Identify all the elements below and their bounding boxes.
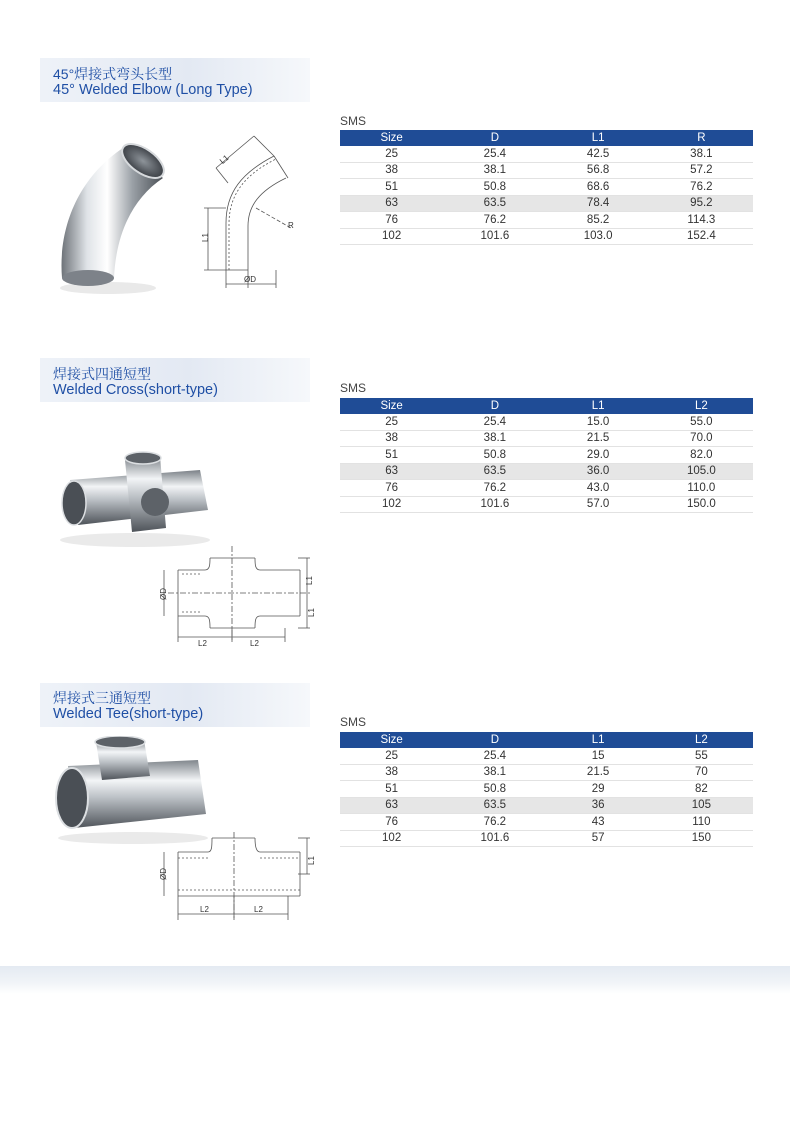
col-header-l2: L2 (650, 732, 753, 748)
tee-label-l1: L1 (307, 856, 316, 865)
cell: 78.4 (547, 195, 650, 212)
cell: 76.2 (650, 179, 753, 196)
cell: 63.5 (443, 797, 546, 814)
cell: 102 (340, 830, 443, 847)
tee-photo (48, 736, 218, 846)
cell: 51 (340, 447, 443, 464)
cell: 103.0 (547, 228, 650, 245)
cell: 29.0 (547, 447, 650, 464)
elbow-label-l1-side: L1 (201, 233, 210, 242)
cell: 25 (340, 748, 443, 764)
elbow-drawing (196, 128, 316, 290)
footer-band (0, 966, 790, 994)
tee-drawing (150, 832, 320, 922)
cell: 101.6 (443, 228, 546, 245)
cell: 25 (340, 414, 443, 430)
col-header-l1: L1 (547, 398, 650, 414)
spec-table-cross (340, 398, 753, 513)
section-title-en-tee: Welded Tee(short-type) (53, 706, 204, 722)
cell: 114.3 (650, 212, 753, 229)
cell: 57.2 (650, 162, 753, 179)
col-header-l1: L1 (547, 732, 650, 748)
cell: 25.4 (443, 414, 546, 430)
col-header-size: Size (340, 130, 443, 146)
cell: 42.5 (547, 146, 650, 162)
cell: 15 (547, 748, 650, 764)
table-row (340, 228, 753, 245)
cell: 51 (340, 179, 443, 196)
cell: 101.6 (443, 830, 546, 847)
col-header-l2: L2 (650, 398, 753, 414)
tee-label-l2-right: L2 (254, 905, 263, 914)
cell: 68.6 (547, 179, 650, 196)
table-row (340, 212, 753, 229)
cell: 82 (650, 781, 753, 798)
elbow-label-od: ØD (244, 275, 256, 284)
cell: 36.0 (547, 463, 650, 480)
cell: 43 (547, 814, 650, 831)
cell: 25.4 (443, 146, 546, 162)
elbow-label-l1-top: L1 (217, 153, 231, 166)
table-row (340, 146, 753, 162)
cell: 21.5 (547, 430, 650, 447)
cell: 63 (340, 195, 443, 212)
table-row (340, 195, 753, 212)
table-row (340, 797, 753, 814)
cell: 105 (650, 797, 753, 814)
section-title-en-cross: Welded Cross(short-type) (53, 382, 218, 398)
cell: 38 (340, 764, 443, 781)
cell: 76 (340, 480, 443, 497)
spec-table-elbow (340, 130, 753, 245)
section-title-en-elbow: 45° Welded Elbow (Long Type) (53, 82, 253, 98)
elbow-label-r: R (288, 221, 294, 230)
cell: 50.8 (443, 781, 546, 798)
cross-label-l2-right: L2 (250, 639, 259, 648)
table-row (340, 179, 753, 196)
col-header-d: D (443, 398, 546, 414)
col-header-size: Size (340, 732, 443, 748)
cell: 38.1 (443, 764, 546, 781)
cell: 63 (340, 463, 443, 480)
cell: 110 (650, 814, 753, 831)
cell: 82.0 (650, 447, 753, 464)
cell: 38.1 (443, 162, 546, 179)
cross-label-l1-top: L1 (305, 576, 314, 585)
col-header-size: Size (340, 398, 443, 414)
spec-table-tee (340, 732, 753, 847)
cell: 85.2 (547, 212, 650, 229)
section-title-cn-tee: 焊接式三通短型 (53, 690, 151, 706)
table-row (340, 447, 753, 464)
cell: 63 (340, 797, 443, 814)
table-row (340, 764, 753, 781)
table-row (340, 480, 753, 497)
cell: 150 (650, 830, 753, 847)
tee-label-od: ØD (159, 868, 168, 880)
col-header-r: R (650, 130, 753, 146)
table-row (340, 748, 753, 764)
section-title-cn-cross: 焊接式四通短型 (53, 366, 151, 382)
cell: 38.1 (650, 146, 753, 162)
cell: 70 (650, 764, 753, 781)
cell: 51 (340, 781, 443, 798)
table-row (340, 463, 753, 480)
cell: 43.0 (547, 480, 650, 497)
cell: 38 (340, 162, 443, 179)
cross-drawing (150, 542, 320, 648)
table-header-row (340, 398, 753, 414)
cell: 152.4 (650, 228, 753, 245)
cell: 110.0 (650, 480, 753, 497)
cell: 25 (340, 146, 443, 162)
table-row (340, 414, 753, 430)
elbow-photo (48, 128, 178, 298)
cell: 57.0 (547, 496, 650, 513)
table-row (340, 430, 753, 447)
cross-label-od: ØD (159, 588, 168, 600)
cell: 50.8 (443, 179, 546, 196)
cell: 102 (340, 228, 443, 245)
table-row (340, 162, 753, 179)
table-standard-label-elbow: SMS (340, 114, 367, 128)
cell: 76.2 (443, 480, 546, 497)
cell: 76.2 (443, 212, 546, 229)
cell: 36 (547, 797, 650, 814)
cell: 70.0 (650, 430, 753, 447)
cell: 102 (340, 496, 443, 513)
cell: 29 (547, 781, 650, 798)
col-header-d: D (443, 732, 546, 748)
cell: 21.5 (547, 764, 650, 781)
cell: 150.0 (650, 496, 753, 513)
table-header-row (340, 732, 753, 748)
cell: 63.5 (443, 195, 546, 212)
table-row (340, 781, 753, 798)
col-header-l1: L1 (547, 130, 650, 146)
tee-label-l2-left: L2 (200, 905, 209, 914)
cell: 56.8 (547, 162, 650, 179)
cell: 38.1 (443, 430, 546, 447)
table-row (340, 814, 753, 831)
table-header-row (340, 130, 753, 146)
cell: 50.8 (443, 447, 546, 464)
cell: 55 (650, 748, 753, 764)
cell: 57 (547, 830, 650, 847)
table-standard-label-tee: SMS (340, 715, 367, 729)
cell: 76.2 (443, 814, 546, 831)
cross-label-l1-bottom: L1 (307, 608, 316, 617)
cross-label-l2-left: L2 (198, 639, 207, 648)
cell: 95.2 (650, 195, 753, 212)
cell: 55.0 (650, 414, 753, 430)
section-title-cn-elbow: 45°焊接式弯头长型 (53, 66, 173, 82)
table-row (340, 830, 753, 847)
cell: 105.0 (650, 463, 753, 480)
col-header-d: D (443, 130, 546, 146)
cell: 15.0 (547, 414, 650, 430)
table-row (340, 496, 753, 513)
cell: 101.6 (443, 496, 546, 513)
cell: 76 (340, 212, 443, 229)
cell: 63.5 (443, 463, 546, 480)
cell: 76 (340, 814, 443, 831)
cell: 25.4 (443, 748, 546, 764)
cell: 38 (340, 430, 443, 447)
cross-photo (50, 440, 220, 550)
table-standard-label-cross: SMS (340, 381, 367, 395)
